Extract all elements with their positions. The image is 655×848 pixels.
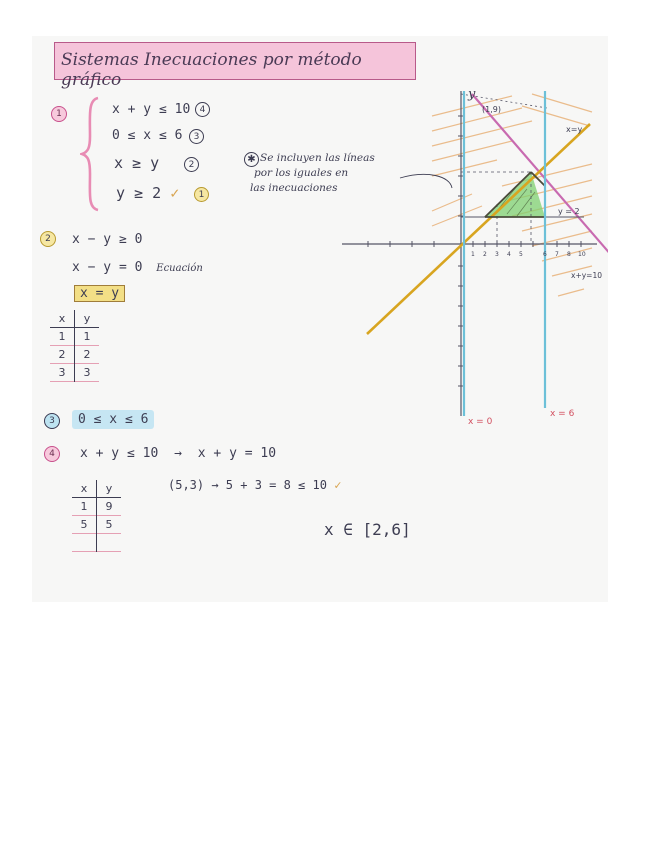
note-arrow-icon: [400, 174, 452, 188]
xy-table-2: [72, 480, 121, 552]
x-tick-label: 7: [555, 251, 559, 258]
test-point-check: (5,3) → 5 + 3 = 8 ≤ 10 ✓: [168, 478, 342, 492]
system-item-4: y ≥ 2 ✓: [116, 184, 180, 202]
x-tick-label: 1: [471, 251, 475, 258]
section-4-inequality: x + y ≤ 10 → x + y = 10: [80, 446, 277, 461]
section-2-inequality: x − y ≥ 0: [72, 232, 143, 247]
table-header-row: x y: [50, 310, 99, 328]
x-tick-label: 8: [567, 251, 571, 258]
x-tick-label: 3: [495, 251, 499, 258]
section-2-marker: 2: [40, 231, 56, 247]
system-item-3: x ≥ y: [114, 154, 160, 172]
table-header-row: x y: [72, 480, 121, 498]
x-tick-label: 5: [519, 251, 523, 258]
section-3-marker: 3: [44, 413, 60, 429]
label-x6: x = 6: [550, 409, 575, 419]
label-xy: x=y: [566, 125, 583, 134]
system-item-1: x + y ≤ 10: [112, 102, 191, 117]
notebook-page: [32, 36, 608, 602]
x-tick-label: 6: [543, 251, 547, 258]
note-line-3: las inecuaciones: [250, 182, 338, 194]
y-axis-label: y: [468, 87, 476, 102]
table-row: 3 3: [50, 364, 99, 382]
label-x0: x = 0: [468, 417, 493, 426]
system-item-2: 0 ≤ x ≤ 6: [112, 128, 183, 143]
section-1-marker: [51, 106, 67, 122]
label-y2: y = 2: [558, 207, 580, 216]
system-tag-1: 4: [195, 102, 210, 117]
section-1-number: 1: [56, 109, 62, 119]
section-3-inequality: 0 ≤ x ≤ 6: [72, 412, 154, 427]
point-label: (1,9): [482, 105, 501, 114]
arrow-icon: →: [174, 446, 182, 461]
solution-graph: [322, 86, 608, 426]
table-row: 5 5: [72, 516, 121, 534]
table-row: 1 9: [72, 498, 121, 516]
section-4-marker: 4: [44, 446, 60, 462]
system-tag-2: 3: [189, 129, 204, 144]
note-line-2: por los iguales en: [254, 167, 349, 179]
check-mark-icon: ✓: [334, 478, 342, 492]
x-tick-label: 10: [578, 251, 586, 258]
equation-label: Ecuación: [156, 263, 203, 274]
label-sum: x+y=10: [571, 271, 602, 280]
table-row: 1 1: [50, 328, 99, 346]
system-tag-3: 2: [184, 157, 199, 172]
line-xy: [367, 124, 590, 334]
title-banner: [54, 42, 416, 90]
check-mark-icon: ✓: [170, 184, 180, 202]
asterisk-icon: ✱: [244, 152, 259, 167]
table-row: 2 2: [50, 346, 99, 364]
section-2-boxed-equation: x = y: [74, 286, 125, 301]
page-title: Sistemas Inecuaciones por método gráfico: [61, 50, 362, 90]
system-brace-icon: [80, 96, 102, 212]
x-tick-label: 4: [507, 251, 511, 258]
section-2-equation: x − y = 0 Ecuación: [72, 260, 203, 275]
x-tick-label: 2: [483, 251, 487, 258]
table-row: [72, 534, 121, 552]
final-result: x ∈ [2,6]: [324, 520, 411, 539]
note-line-1: Se incluyen las líneas: [260, 152, 375, 164]
xy-table-1: [50, 310, 99, 382]
system-tag-4: 1: [194, 187, 209, 202]
